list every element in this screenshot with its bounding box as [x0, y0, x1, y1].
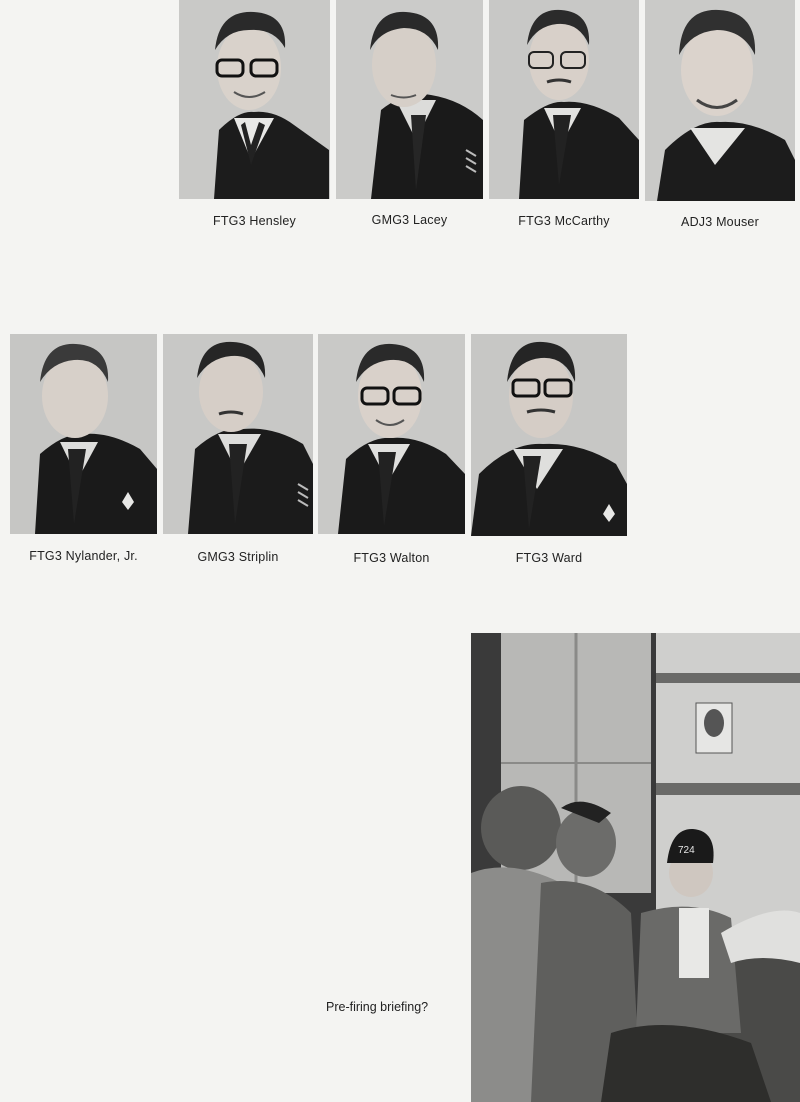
portrait-nylander — [10, 334, 157, 534]
portrait-mccarthy — [489, 0, 639, 199]
portrait-mouser — [645, 0, 795, 201]
portrait-lacey — [336, 0, 483, 199]
caption-mccarthy: FTG3 McCarthy — [518, 214, 610, 228]
cap-number-text: 724 — [678, 845, 695, 856]
caption-lacey: GMG3 Lacey — [371, 213, 448, 227]
scene-caption: Pre-firing briefing? — [326, 1000, 429, 1014]
sailor-portrait-image — [318, 334, 465, 534]
caption-nylander: FTG3 Nylander, Jr. — [29, 549, 138, 563]
sailor-portrait-image — [163, 334, 313, 534]
portrait-ward — [471, 334, 627, 536]
caption-hensley: FTG3 Hensley — [213, 214, 296, 228]
briefing-scene-photo — [471, 633, 800, 1102]
portrait-walton — [318, 334, 465, 534]
sailor-portrait-image — [645, 0, 795, 201]
sailor-portrait-image — [179, 0, 330, 199]
sailor-portrait-image — [489, 0, 639, 199]
caption-walton: FTG3 Walton — [353, 551, 430, 565]
portrait-hensley — [179, 0, 330, 199]
sailor-portrait-image — [471, 334, 627, 536]
sailor-portrait-image — [336, 0, 483, 199]
caption-striplin: GMG3 Striplin — [197, 550, 279, 564]
briefing-scene-image — [471, 633, 800, 1102]
caption-ward: FTG3 Ward — [515, 551, 583, 565]
caption-mouser: ADJ3 Mouser — [681, 215, 759, 229]
sailor-portrait-image — [10, 334, 157, 534]
portrait-striplin — [163, 334, 313, 534]
